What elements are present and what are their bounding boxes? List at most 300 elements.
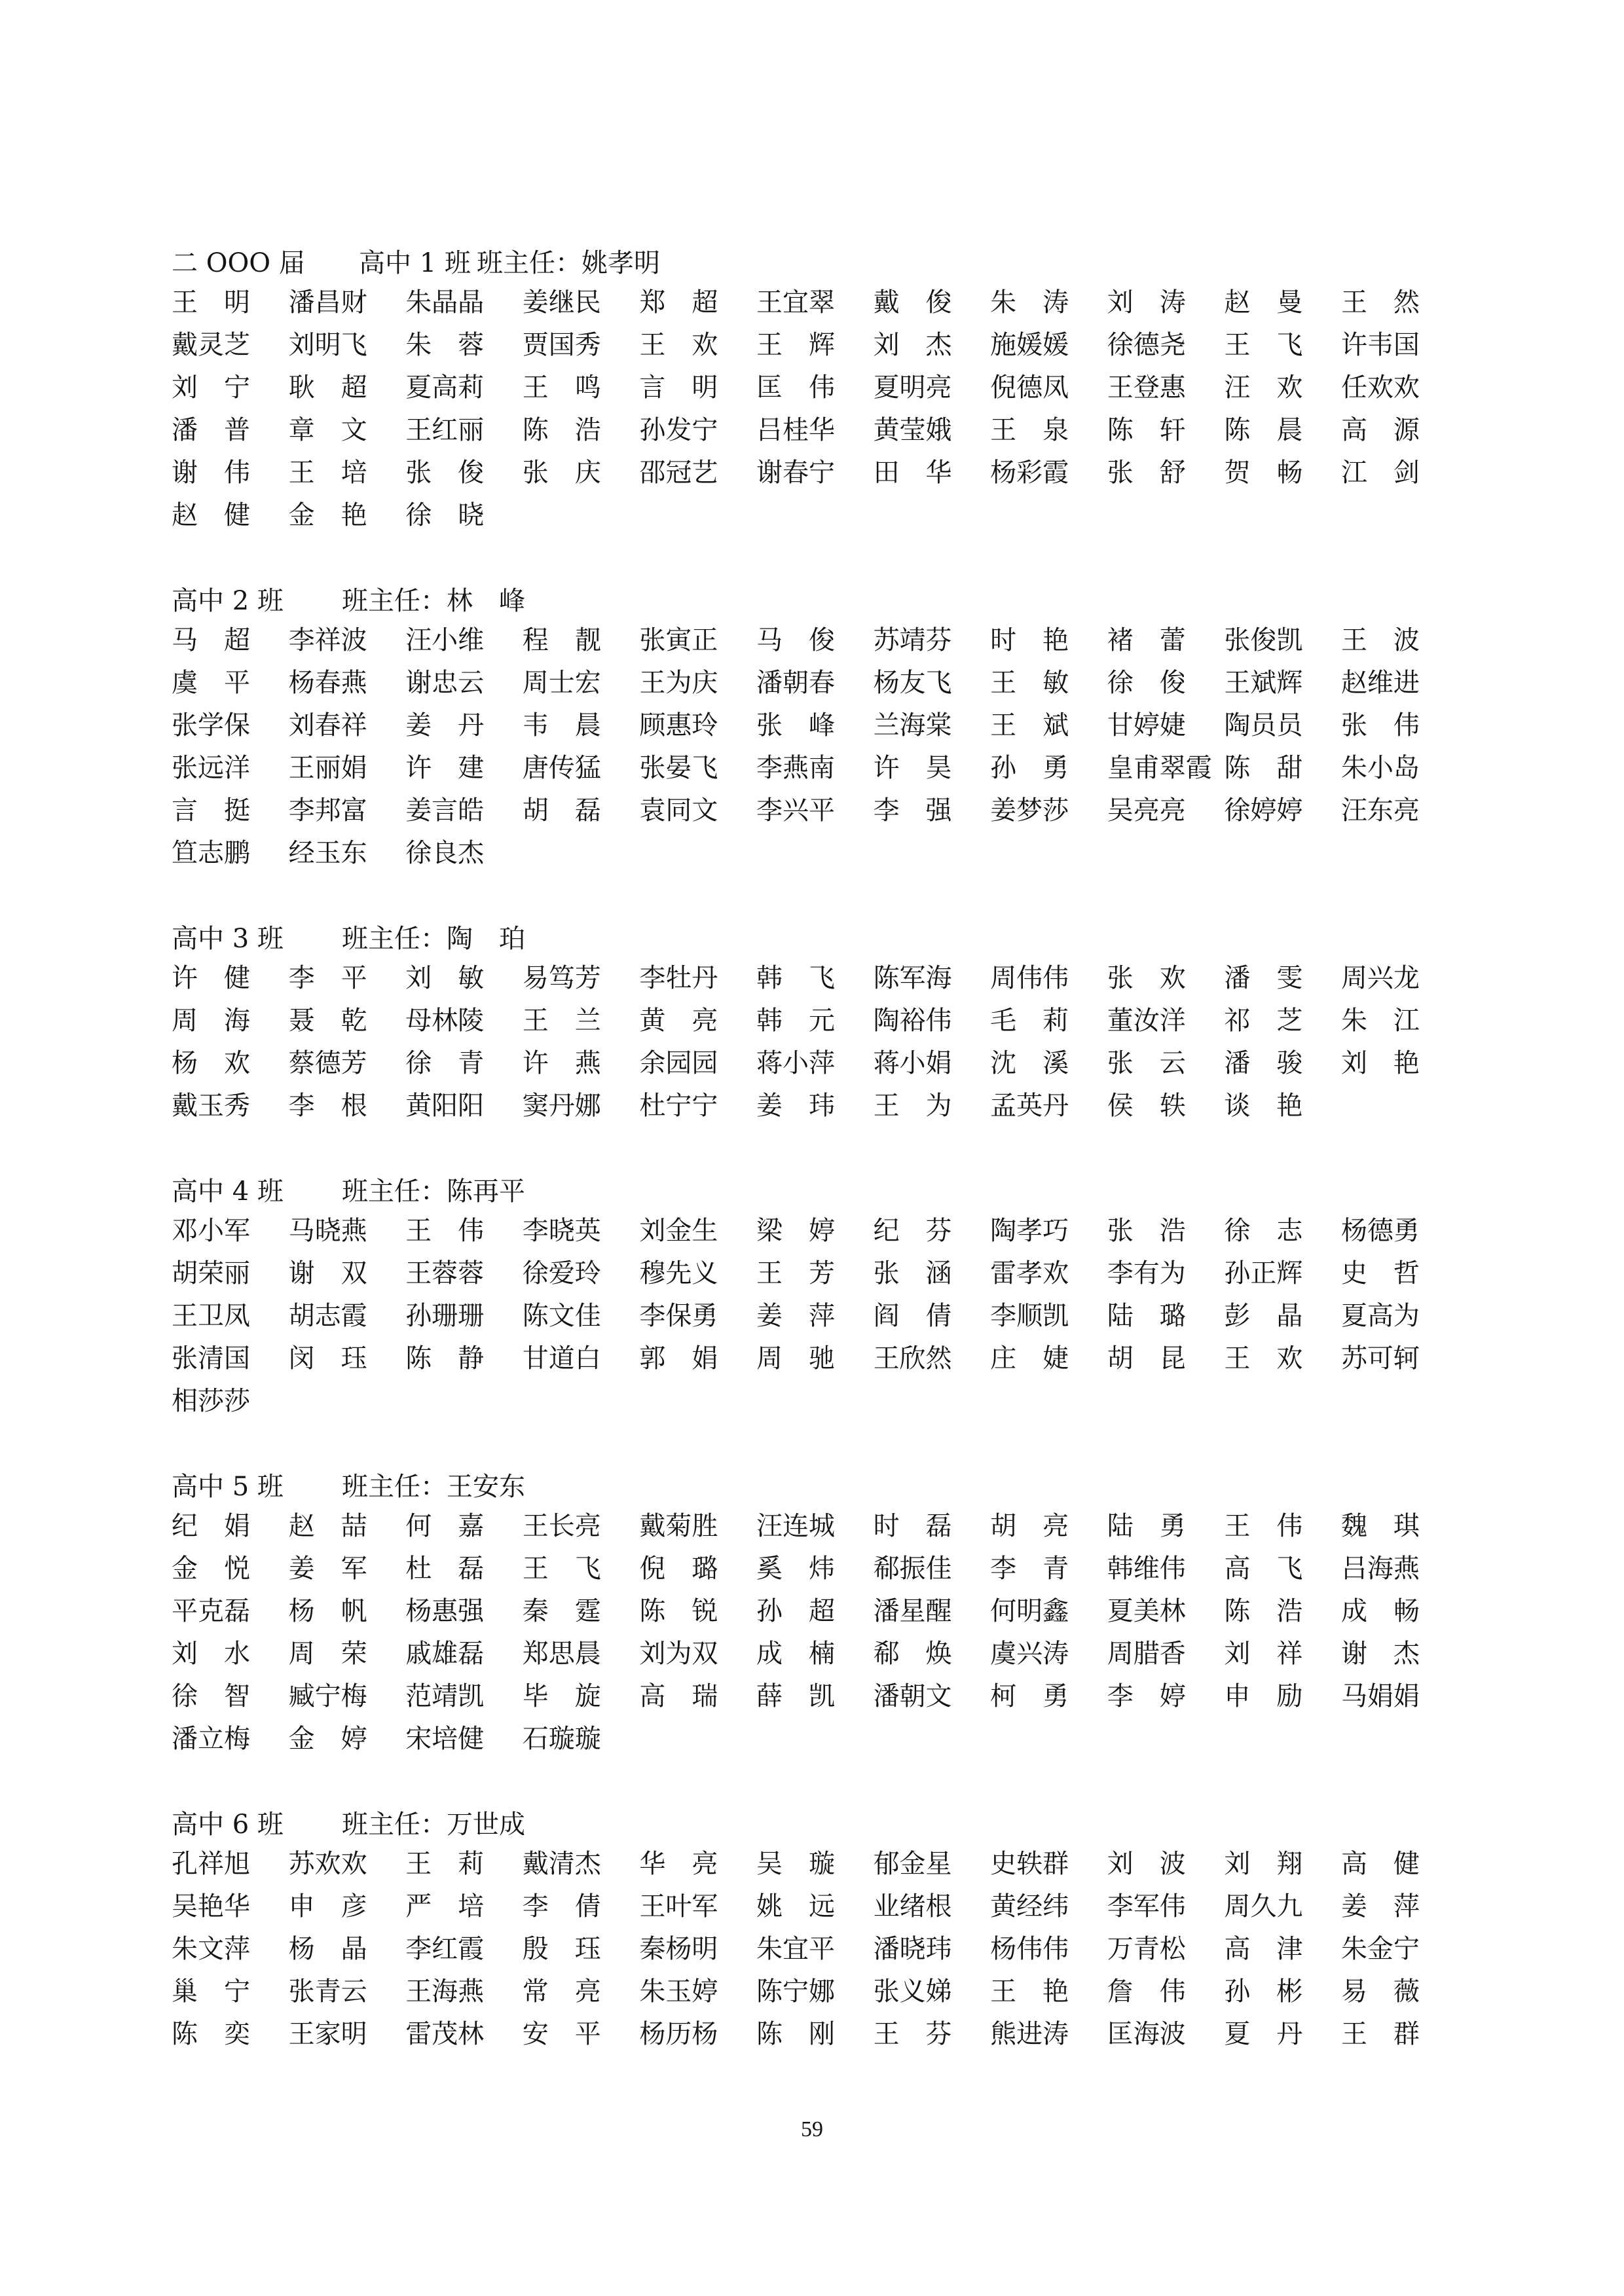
student-name: 王叶军 — [639, 1891, 718, 1922]
student-name: 侯 轶 — [1107, 1091, 1186, 1121]
student-name: 孙 彬 — [1224, 1977, 1303, 2007]
student-name: 常 亮 — [522, 1977, 601, 2007]
student-name: 姜 萍 — [1340, 1891, 1420, 1922]
student-name: 杜宁宁 — [639, 1091, 718, 1121]
student-name: 刘 翔 — [1224, 1849, 1303, 1879]
student-name: 王欣然 — [873, 1343, 952, 1374]
student-name: 窦丹娜 — [522, 1091, 601, 1121]
student-name-grid — [172, 1505, 1481, 1760]
student-name: 张俊凯 — [1224, 625, 1303, 655]
student-name: 刘 波 — [1107, 1849, 1186, 1879]
student-name: 王 欢 — [1224, 1343, 1303, 1374]
student-name: 闵 珏 — [288, 1343, 367, 1374]
student-name: 李保勇 — [639, 1301, 718, 1331]
student-name: 张清国 — [172, 1343, 250, 1374]
student-name: 刘 艳 — [1340, 1048, 1420, 1078]
student-name: 许韦国 — [1340, 330, 1420, 360]
page-number: 59 — [801, 2117, 823, 2141]
head-teacher-label: 班主任： — [342, 1176, 447, 1207]
student-name: 石璇璇 — [522, 1724, 601, 1754]
student-name: 蒋小娟 — [873, 1048, 952, 1078]
student-name: 李晓英 — [522, 1216, 601, 1246]
student-name: 易笃芳 — [522, 963, 601, 993]
student-name: 刘 水 — [172, 1639, 250, 1669]
student-name: 金 婷 — [288, 1724, 367, 1754]
student-name: 王 敏 — [990, 668, 1069, 698]
student-name: 陈 晨 — [1224, 415, 1303, 445]
class-name: 高中 6 班 — [172, 1809, 284, 1840]
student-name: 杨德勇 — [1340, 1216, 1420, 1246]
cohort-label: 二 OOO 届 — [172, 247, 305, 278]
student-name: 谢 双 — [288, 1258, 367, 1288]
student-name: 蒋小萍 — [756, 1048, 835, 1078]
student-name: 王 然 — [1340, 287, 1420, 318]
student-name: 王 泉 — [990, 415, 1069, 445]
student-name: 孟英丹 — [990, 1091, 1069, 1121]
student-name: 姜 玮 — [756, 1091, 835, 1121]
head-teacher-label: 班主任： — [342, 923, 447, 954]
student-name: 郗 焕 — [873, 1639, 952, 1669]
student-name: 许 建 — [405, 753, 485, 783]
head-teacher-name: 陈再平 — [447, 1176, 525, 1207]
student-name: 王 斌 — [990, 710, 1069, 740]
student-name: 祁 芝 — [1224, 1006, 1303, 1036]
class-header — [172, 1801, 1481, 1843]
student-name: 王 芬 — [873, 2019, 952, 2049]
student-name: 平克磊 — [172, 1596, 250, 1626]
student-name: 黄莹娥 — [873, 415, 952, 445]
student-name: 邓小军 — [172, 1216, 250, 1246]
student-name: 高 瑞 — [639, 1681, 718, 1711]
student-name: 言 挺 — [172, 795, 250, 826]
student-name: 韦 晨 — [522, 710, 601, 740]
student-name: 周兴龙 — [1340, 963, 1420, 993]
student-name: 毕 旋 — [522, 1681, 601, 1711]
student-name: 言 明 — [639, 373, 718, 403]
student-name: 姜 军 — [288, 1554, 367, 1584]
student-name: 吴亮亮 — [1107, 795, 1186, 826]
student-name: 黄经纬 — [990, 1891, 1069, 1922]
student-name: 殷 珏 — [522, 1934, 601, 1964]
student-name: 王 波 — [1340, 625, 1420, 655]
student-name: 申 励 — [1224, 1681, 1303, 1711]
student-name: 陈 甜 — [1224, 753, 1303, 783]
student-name: 张寅正 — [639, 625, 718, 655]
student-name: 郗振佳 — [873, 1554, 952, 1584]
student-name: 汪连城 — [756, 1511, 835, 1541]
student-name: 胡 磊 — [522, 795, 601, 826]
student-name: 陈 锐 — [639, 1596, 718, 1626]
student-name: 熊进涛 — [990, 2019, 1069, 2049]
class-header — [172, 1463, 1481, 1505]
student-name: 夏美林 — [1107, 1596, 1186, 1626]
student-name: 张 浩 — [1107, 1216, 1186, 1246]
class-section — [172, 915, 1481, 1127]
student-name: 徐婷婷 — [1224, 795, 1303, 826]
student-name: 姜言皓 — [405, 795, 485, 826]
head-teacher-name: 林 峰 — [447, 585, 525, 616]
student-name: 潘立梅 — [172, 1724, 250, 1754]
student-name: 马 超 — [172, 625, 250, 655]
student-name: 戴清杰 — [522, 1849, 601, 1879]
student-name: 马娟娟 — [1340, 1681, 1420, 1711]
student-name: 周士宏 — [522, 668, 601, 698]
student-name: 张学保 — [172, 710, 250, 740]
student-name: 江 剑 — [1340, 458, 1420, 488]
class-name: 高中 5 班 — [172, 1471, 284, 1502]
student-name: 任欢欢 — [1340, 373, 1420, 403]
student-name: 苏靖芬 — [873, 625, 952, 655]
student-name: 奚 炜 — [756, 1554, 835, 1584]
student-name: 杨伟伟 — [990, 1934, 1069, 1964]
student-name: 潘星醒 — [873, 1596, 952, 1626]
student-name: 朱玉婷 — [639, 1977, 718, 2007]
student-name: 相莎莎 — [172, 1386, 250, 1416]
student-name: 阎 倩 — [873, 1301, 952, 1331]
class-name: 高中 2 班 — [172, 585, 284, 616]
student-name: 雷茂林 — [405, 2019, 485, 2049]
student-name: 史轶群 — [990, 1849, 1069, 1879]
student-name: 毛 莉 — [990, 1006, 1069, 1036]
student-name: 纪 娟 — [172, 1511, 250, 1541]
student-name: 高 源 — [1340, 415, 1420, 445]
student-name: 潘朝文 — [873, 1681, 952, 1711]
student-name: 王 飞 — [1224, 330, 1303, 360]
student-name: 李邦富 — [288, 795, 367, 826]
student-name: 孙 勇 — [990, 753, 1069, 783]
student-name: 戴玉秀 — [172, 1091, 250, 1121]
student-name: 潘 骏 — [1224, 1048, 1303, 1078]
student-name: 贺 畅 — [1224, 458, 1303, 488]
student-name: 孙 超 — [756, 1596, 835, 1626]
student-name: 朱晶晶 — [405, 287, 485, 318]
student-name: 时 艳 — [990, 625, 1069, 655]
student-name: 刘 敏 — [405, 963, 485, 993]
student-name: 孔祥旭 — [172, 1849, 250, 1879]
head-teacher-label: 班主任： — [477, 247, 581, 278]
student-name: 王长亮 — [522, 1511, 601, 1541]
student-name: 兰海棠 — [873, 710, 952, 740]
student-name: 徐德尧 — [1107, 330, 1186, 360]
student-name: 张远洋 — [172, 753, 250, 783]
student-name: 马晓燕 — [288, 1216, 367, 1246]
student-name: 周 海 — [172, 1006, 250, 1036]
student-name: 姜梦莎 — [990, 795, 1069, 826]
student-name: 申 彦 — [288, 1891, 367, 1922]
student-name: 王 为 — [873, 1091, 952, 1121]
student-name: 王海燕 — [405, 1977, 485, 2007]
student-name: 王 辉 — [756, 330, 835, 360]
student-name: 何 嘉 — [405, 1511, 485, 1541]
student-name: 袁同文 — [639, 795, 718, 826]
student-name: 陈 浩 — [522, 415, 601, 445]
student-name: 陆 勇 — [1107, 1511, 1186, 1541]
student-name: 笪志鹏 — [172, 838, 250, 868]
student-name: 甘道白 — [522, 1343, 601, 1374]
student-name: 许 昊 — [873, 753, 952, 783]
student-name: 李兴平 — [756, 795, 835, 826]
student-name: 李 婷 — [1107, 1681, 1186, 1711]
student-name: 汪 欢 — [1224, 373, 1303, 403]
student-name: 万青松 — [1107, 1934, 1186, 1964]
student-name: 苏可轲 — [1340, 1343, 1420, 1374]
class-header — [172, 577, 1481, 619]
student-name: 朱 蓉 — [405, 330, 485, 360]
student-name: 刘明飞 — [288, 330, 367, 360]
student-name: 陈文佳 — [522, 1301, 601, 1331]
student-name: 陆 璐 — [1107, 1301, 1186, 1331]
student-name: 谢忠云 — [405, 668, 485, 698]
student-name: 宋培健 — [405, 1724, 485, 1754]
student-name: 王红丽 — [405, 415, 485, 445]
student-name: 褚 蕾 — [1107, 625, 1186, 655]
student-name: 谢春宁 — [756, 458, 835, 488]
class-name: 高中 4 班 — [172, 1176, 284, 1207]
student-name: 许 健 — [172, 963, 250, 993]
student-name: 周伟伟 — [990, 963, 1069, 993]
head-teacher-name: 王安东 — [447, 1471, 525, 1502]
student-name: 杨 晶 — [288, 1934, 367, 1964]
student-name: 李 平 — [288, 963, 367, 993]
student-name: 陈 奕 — [172, 2019, 250, 2049]
student-name: 李 青 — [990, 1554, 1069, 1584]
student-name: 徐 志 — [1224, 1216, 1303, 1246]
student-name: 汪小维 — [405, 625, 485, 655]
student-name: 业绪根 — [873, 1891, 952, 1922]
student-name: 谢 伟 — [172, 458, 250, 488]
student-name: 母林陵 — [405, 1006, 485, 1036]
student-name: 余园园 — [639, 1048, 718, 1078]
student-name: 徐良杰 — [405, 838, 485, 868]
student-name: 张义娣 — [873, 1977, 952, 2007]
student-name: 王 群 — [1340, 2019, 1420, 2049]
student-name: 黄 亮 — [639, 1006, 718, 1036]
student-name: 刘春祥 — [288, 710, 367, 740]
student-name: 秦杨明 — [639, 1934, 718, 1964]
student-name: 李燕南 — [756, 753, 835, 783]
student-name: 董汝洋 — [1107, 1006, 1186, 1036]
student-name: 聂 乾 — [288, 1006, 367, 1036]
student-name: 黄阳阳 — [405, 1091, 485, 1121]
student-name: 夏明亮 — [873, 373, 952, 403]
student-name: 许 燕 — [522, 1048, 601, 1078]
student-name: 朱金宁 — [1340, 1934, 1420, 1964]
student-name: 夏高莉 — [405, 373, 485, 403]
student-name: 金 艳 — [288, 500, 367, 530]
student-name: 倪德凤 — [990, 373, 1069, 403]
student-name: 杜 磊 — [405, 1554, 485, 1584]
head-teacher-name: 陶 珀 — [447, 923, 525, 954]
student-name: 谢 杰 — [1340, 1639, 1420, 1669]
student-name: 徐爱玲 — [522, 1258, 601, 1288]
student-name: 陈 浩 — [1224, 1596, 1303, 1626]
student-name-grid — [172, 957, 1481, 1127]
student-name: 潘朝春 — [756, 668, 835, 698]
student-name: 王为庆 — [639, 668, 718, 698]
student-name: 周腊香 — [1107, 1639, 1186, 1669]
student-name: 成 畅 — [1340, 1596, 1420, 1626]
student-name: 王 莉 — [405, 1849, 485, 1879]
student-name: 张青云 — [288, 1977, 367, 2007]
student-name: 潘晓玮 — [873, 1934, 952, 1964]
student-name: 胡荣丽 — [172, 1258, 250, 1288]
student-name: 杨 帆 — [288, 1596, 367, 1626]
student-name: 张 云 — [1107, 1048, 1186, 1078]
student-name: 姜 丹 — [405, 710, 485, 740]
student-name: 虞 平 — [172, 668, 250, 698]
class-header — [172, 240, 1481, 282]
student-name: 纪 芬 — [873, 1216, 952, 1246]
student-name: 穆先义 — [639, 1258, 718, 1288]
student-name: 郭 娟 — [639, 1343, 718, 1374]
student-name: 高 健 — [1340, 1849, 1420, 1879]
student-name: 安 平 — [522, 2019, 601, 2049]
student-name: 彭 晶 — [1224, 1301, 1303, 1331]
student-name: 刘 涛 — [1107, 287, 1186, 318]
student-name: 薛 凯 — [756, 1681, 835, 1711]
student-name: 华 亮 — [639, 1849, 718, 1879]
student-name: 李 根 — [288, 1091, 367, 1121]
student-name: 徐 青 — [405, 1048, 485, 1078]
student-name: 杨春燕 — [288, 668, 367, 698]
student-name: 王 明 — [172, 287, 250, 318]
student-name: 刘 宁 — [172, 373, 250, 403]
student-name: 王丽娟 — [288, 753, 367, 783]
student-name: 赵 曼 — [1224, 287, 1303, 318]
student-name: 高 飞 — [1224, 1554, 1303, 1584]
student-name: 陈 静 — [405, 1343, 485, 1374]
student-name: 胡 昆 — [1107, 1343, 1186, 1374]
student-name: 匡 伟 — [756, 373, 835, 403]
student-name: 杨彩霞 — [990, 458, 1069, 488]
student-name-grid — [172, 282, 1481, 537]
student-name: 韩维伟 — [1107, 1554, 1186, 1584]
student-name: 姜继民 — [522, 287, 601, 318]
student-name: 姚 远 — [756, 1891, 835, 1922]
student-name: 王宜翠 — [756, 287, 835, 318]
student-name: 刘 杰 — [873, 330, 952, 360]
class-section — [172, 1801, 1481, 2056]
student-name: 皇甫翠霞 — [1107, 753, 1212, 783]
student-name: 王蓉蓉 — [405, 1258, 485, 1288]
student-name: 戚雄磊 — [405, 1639, 485, 1669]
class-header — [172, 915, 1481, 957]
class-name: 高中 1 班 — [359, 247, 471, 278]
class-name: 高中 3 班 — [172, 923, 284, 954]
student-name: 史 哲 — [1340, 1258, 1420, 1288]
student-name: 姜 萍 — [756, 1301, 835, 1331]
student-name: 程 靓 — [522, 625, 601, 655]
student-name: 魏 琪 — [1340, 1511, 1420, 1541]
student-name: 张 峰 — [756, 710, 835, 740]
student-name: 周久九 — [1224, 1891, 1303, 1922]
student-name: 陈 刚 — [756, 2019, 835, 2049]
student-name: 韩 元 — [756, 1006, 835, 1036]
student-name: 张 舒 — [1107, 458, 1186, 488]
student-name: 陈 轩 — [1107, 415, 1186, 445]
student-name: 夏 丹 — [1224, 2019, 1303, 2049]
student-name: 严 培 — [405, 1891, 485, 1922]
student-name: 吴艳华 — [172, 1891, 250, 1922]
student-name: 王卫凤 — [172, 1301, 250, 1331]
student-name: 吕海燕 — [1340, 1554, 1420, 1584]
student-name: 郑思晨 — [522, 1639, 601, 1669]
student-name: 胡志霞 — [288, 1301, 367, 1331]
student-name: 李 倩 — [522, 1891, 601, 1922]
student-name: 吕桂华 — [756, 415, 835, 445]
student-name: 徐 晓 — [405, 500, 485, 530]
student-name: 赵 健 — [172, 500, 250, 530]
student-name: 陶员员 — [1224, 710, 1303, 740]
student-name: 李顺凯 — [990, 1301, 1069, 1331]
head-teacher-name: 姚孝明 — [581, 247, 660, 278]
student-name: 周 驰 — [756, 1343, 835, 1374]
student-name-grid — [172, 619, 1481, 875]
student-name: 邵冠艺 — [639, 458, 718, 488]
student-name: 刘金生 — [639, 1216, 718, 1246]
student-name: 秦 霆 — [522, 1596, 601, 1626]
student-name: 李 强 — [873, 795, 952, 826]
student-name: 施媛媛 — [990, 330, 1069, 360]
student-name: 臧宁梅 — [288, 1681, 367, 1711]
student-name: 孙珊珊 — [405, 1301, 485, 1331]
student-name: 王 欢 — [639, 330, 718, 360]
student-name: 孙发宁 — [639, 415, 718, 445]
student-name: 王 艳 — [990, 1977, 1069, 2007]
student-name: 李有为 — [1107, 1258, 1186, 1288]
student-name: 郁金星 — [873, 1849, 952, 1879]
student-name: 李牡丹 — [639, 963, 718, 993]
student-name: 赵维进 — [1340, 668, 1420, 698]
student-name: 杨历杨 — [639, 2019, 718, 2049]
student-name: 高 津 — [1224, 1934, 1303, 1964]
student-name: 赵 喆 — [288, 1511, 367, 1541]
student-name: 何明鑫 — [990, 1596, 1069, 1626]
student-name: 王家明 — [288, 2019, 367, 2049]
student-name: 成 楠 — [756, 1639, 835, 1669]
student-name: 章 文 — [288, 415, 367, 445]
student-name: 张晏飞 — [639, 753, 718, 783]
student-name: 张 欢 — [1107, 963, 1186, 993]
student-name: 田 华 — [873, 458, 952, 488]
head-teacher-label: 班主任： — [342, 585, 447, 616]
student-name: 甘婷婕 — [1107, 710, 1186, 740]
student-name: 王 鸣 — [522, 373, 601, 403]
student-name: 梁 婷 — [756, 1216, 835, 1246]
class-section — [172, 1463, 1481, 1760]
student-name: 朱 涛 — [990, 287, 1069, 318]
student-name: 戴 俊 — [873, 287, 952, 318]
head-teacher-label: 班主任： — [342, 1471, 447, 1502]
student-name: 朱文萍 — [172, 1934, 250, 1964]
class-roster — [172, 240, 1481, 2096]
student-name: 潘 雯 — [1224, 963, 1303, 993]
head-teacher-name: 万世成 — [447, 1809, 525, 1840]
student-name: 刘 祥 — [1224, 1639, 1303, 1669]
student-name: 李军伟 — [1107, 1891, 1186, 1922]
student-name: 王 芳 — [756, 1258, 835, 1288]
student-name: 王斌辉 — [1224, 668, 1303, 698]
student-name: 李祥波 — [288, 625, 367, 655]
student-name: 王 飞 — [522, 1554, 601, 1584]
student-name: 戴灵芝 — [172, 330, 250, 360]
class-section — [172, 1168, 1481, 1423]
student-name: 詹 伟 — [1107, 1977, 1186, 2007]
student-name: 徐 俊 — [1107, 668, 1186, 698]
class-section — [172, 577, 1481, 875]
student-name: 杨惠强 — [405, 1596, 485, 1626]
student-name: 陶孝巧 — [990, 1216, 1069, 1246]
